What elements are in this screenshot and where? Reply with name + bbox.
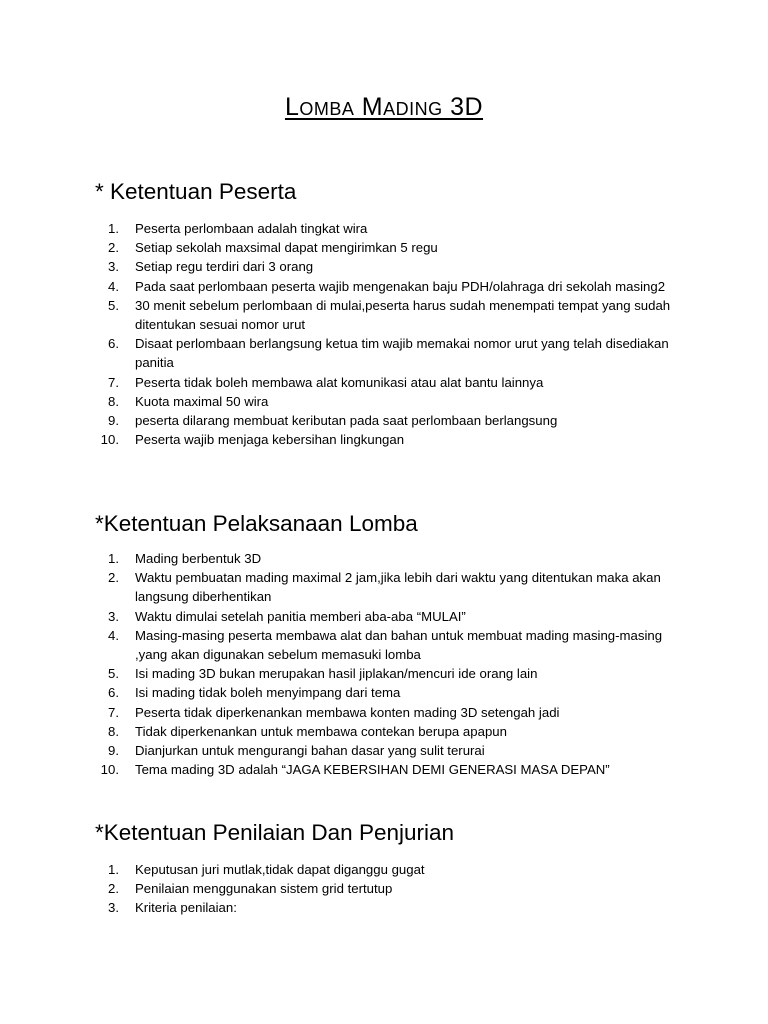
list-item-number: 7. [108, 704, 119, 720]
list-item [95, 392, 695, 411]
list-item-text: Isi mading tidak boleh menyimpang dari tema [135, 685, 401, 701]
list-item-number: 3. [108, 900, 119, 916]
list-item [95, 683, 695, 702]
list-item-number: 2. [108, 881, 119, 897]
list-item-number: 6. [108, 336, 119, 352]
list-item-number: 10. [100, 762, 119, 778]
list-item [95, 411, 695, 430]
list-ketentuan-pelaksanaan [95, 549, 695, 779]
list-item-text: Tema mading 3D adalah “JAGA KEBERSIHAN DEMI GENERASI MASA DEPAN” [135, 762, 610, 778]
list-item [95, 238, 695, 257]
list-item-text: Dianjurkan untuk mengurangi bahan dasar yang sulit terurai [135, 743, 485, 759]
list-item [95, 277, 695, 296]
list-item-number: 4. [108, 627, 119, 643]
list-item-text: Pada saat perlombaan peserta wajib mengenakan baju PDH/olahraga dri sekolah masing2 [135, 278, 666, 294]
list-item-number: 5. [108, 666, 119, 682]
list-item [95, 879, 695, 898]
list-item-text: Tidak diperkenankan untuk membawa contekan berupa apapun [135, 723, 507, 739]
list-item [95, 722, 695, 741]
list-item-text: Keputusan juri mutlak,tidak dapat diganggu gugat [135, 862, 425, 877]
list-item [95, 296, 695, 334]
list-item-text: Setiap sekolah maxsimal dapat mengirimkan 5 regu [135, 240, 438, 256]
list-item-text: Peserta wajib menjaga kebersihan lingkungan [135, 432, 405, 448]
list-ketentuan-penilaian [95, 860, 695, 918]
list-item-text: Peserta tidak boleh membawa alat komunikasi atau alat bantu lainnya [135, 374, 544, 390]
list-item-text: Mading berbentuk 3D [135, 551, 262, 566]
list-item-text: Isi mading 3D bukan merupakan hasil jiplakan/mencuri ide orang lain [135, 666, 538, 682]
list-item-number: 2. [108, 240, 119, 256]
list-item [95, 664, 695, 683]
list-item-text: Penilaian menggunakan sistem grid tertutup [135, 881, 393, 897]
list-item-number: 1. [108, 221, 119, 236]
section-heading-penilaian: *Ketentuan Penilaian Dan Penjurian [95, 820, 455, 845]
list-item-number: 2. [108, 570, 119, 586]
list-item [95, 626, 695, 664]
list-item [95, 334, 695, 372]
list-item-text: Waktu dimulai setelah panitia memberi aba-aba “MULAI” [135, 608, 466, 624]
list-item-text: Masing-masing peserta membawa alat dan bahan untuk membuat mading masing-masing ,yang akan digunakan sebelum memasuki lomba [135, 627, 663, 663]
list-item [95, 373, 695, 392]
list-item-number: 3. [108, 608, 119, 624]
list-item-text: Kriteria penilaian: [135, 900, 237, 916]
list-item-number: 3. [108, 259, 119, 275]
list-item-number: 1. [108, 551, 119, 566]
list-item-text: Waktu pembuatan mading maximal 2 jam,jika lebih dari waktu yang ditentukan maka akan langsung diberhentikan [135, 570, 661, 605]
list-item-text: peserta dilarang membuat keributan pada saat perlombaan berlangsung [135, 413, 558, 429]
list-item-text: Kuota maximal 50 wira [135, 393, 269, 409]
list-item-number: 9. [108, 413, 119, 429]
section-heading-pelaksanaan: *Ketentuan Pelaksanaan Lomba [95, 511, 418, 536]
list-item [95, 898, 695, 917]
list-item-number: 1. [108, 862, 119, 877]
list-item [95, 549, 695, 568]
list-item-number: 9. [108, 743, 119, 759]
page-title: Lomba Mading 3D [284, 93, 484, 121]
list-item [95, 703, 695, 722]
list-item [95, 430, 695, 449]
section-heading-peserta: * Ketentuan Peserta [95, 179, 297, 204]
list-item [95, 568, 695, 606]
list-item [95, 219, 695, 238]
list-item-number: 7. [108, 374, 119, 390]
list-item [95, 741, 695, 760]
list-item-number: 5. [108, 297, 119, 313]
list-item-text: Setiap regu terdiri dari 3 orang [135, 259, 314, 275]
list-item-text: Peserta perlombaan adalah tingkat wira [135, 221, 368, 236]
list-item-number: 8. [108, 723, 119, 739]
list-item-number: 4. [108, 278, 119, 294]
list-item [95, 860, 695, 879]
list-item-text: Disaat perlombaan berlangsung ketua tim wajib memakai nomor urut yang telah disediakan panitia [135, 336, 669, 371]
list-item [95, 760, 695, 779]
list-item-number: 8. [108, 393, 119, 409]
list-ketentuan-peserta [95, 219, 695, 449]
list-item [95, 607, 695, 626]
list-item-number: 10. [100, 432, 119, 448]
list-item-text: 30 menit sebelum perlombaan di mulai,peserta harus sudah menempati tempat yang sudah ditentukan sesuai nomor urut [135, 297, 671, 333]
list-item-text: Peserta tidak diperkenankan membawa konten mading 3D setengah jadi [135, 704, 560, 720]
list-item-number: 6. [108, 685, 119, 701]
list-item [95, 257, 695, 276]
